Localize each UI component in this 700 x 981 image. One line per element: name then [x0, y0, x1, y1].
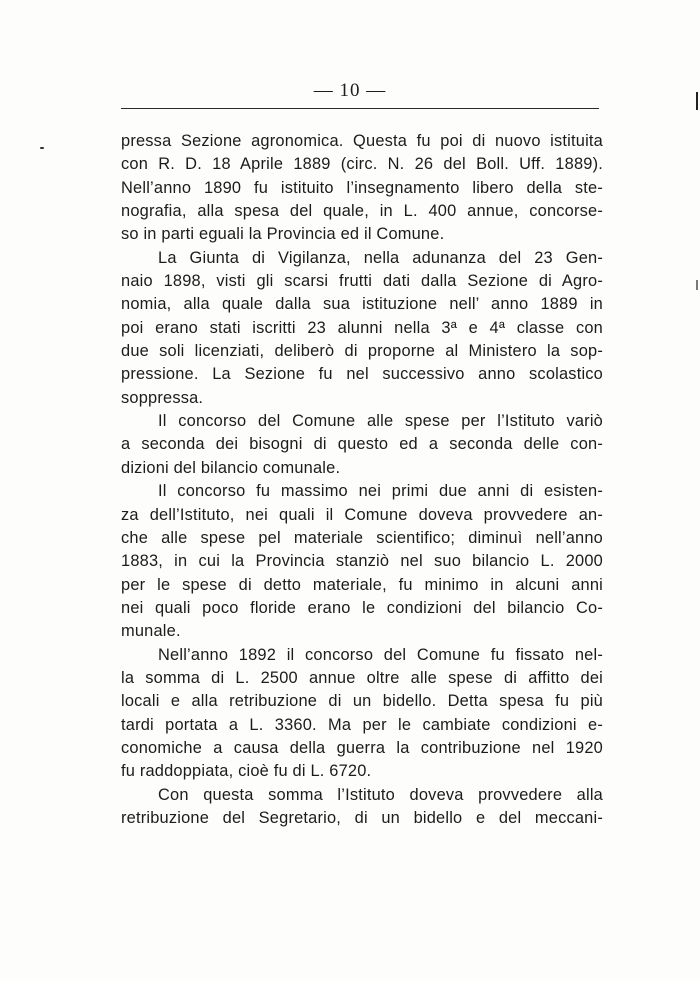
text-line: tardi portata a L. 3360. Ma per le cambiate condizioni e- — [121, 715, 603, 734]
text-line: Nell’anno 1890 fu istituito l’insegnamento libero della ste- — [121, 178, 603, 197]
text-line: retribuzione del Segretario, di un bidello e del meccani- — [121, 808, 603, 827]
text-line: za dell’Istituto, nei quali il Comune doveva provvedere an- — [121, 505, 603, 524]
text-line: fu raddoppiata, cioè fu di L. 6720. — [121, 762, 372, 781]
scan-edge-mark — [696, 92, 698, 110]
text-line: Con questa somma l’Istituto doveva provvedere alla — [158, 785, 603, 804]
text-line: dizioni del bilancio comunale. — [121, 458, 341, 477]
text-line: per le spese di detto materiale, fu minimo in alcuni anni — [121, 575, 603, 594]
text-line: con R. D. 18 Aprile 1889 (circ. N. 26 del Boll. Uff. 1889). — [121, 155, 603, 174]
text-line: pressione. La Sezione fu nel successivo anno scolastico — [121, 365, 603, 384]
text-line: che alle spese pel materiale scientifico; diminuì nell’anno — [121, 528, 603, 547]
text-line: poi erano stati iscritti 23 alunni nella 3ª e 4ª classe con — [121, 318, 603, 337]
text-line: 1883, in cui la Provincia stanziò nel suo bilancio L. 2000 — [121, 552, 603, 571]
header-rule — [121, 108, 599, 109]
text-line: nografia, alla spesa del quale, in L. 400 annue, concorse- — [121, 202, 603, 221]
text-line: locali e alla retribuzione di un bidello. Detta spesa fu più — [121, 692, 603, 711]
page-number: — 10 — — [313, 80, 387, 101]
text-line: conomiche a causa della guerra la contribuzione nel 1920 — [121, 738, 603, 757]
scan-speck — [40, 147, 44, 149]
text-line: Il concorso fu massimo nei primi due anni di esisten- — [158, 482, 603, 501]
body-text — [121, 130, 603, 830]
text-line: Nell’anno 1892 il concorso del Comune fu fissato nel- — [158, 645, 603, 664]
text-line: la somma di L. 2500 annue oltre alle spese di affitto dei — [121, 668, 603, 687]
text-line: soppressa. — [121, 388, 204, 407]
scan-edge-mark — [696, 280, 698, 290]
text-line: nomia, alla quale dalla sua istituzione nell’ anno 1889 in — [121, 295, 603, 314]
text-line: so in parti eguali la Provincia ed il Comune. — [121, 225, 445, 244]
text-line: naio 1898, visti gli scarsi frutti dati dalla Sezione di Agro- — [121, 272, 603, 291]
text-line: a seconda dei bisogni di questo ed a seconda delle con- — [121, 435, 603, 454]
text-line: nei quali poco floride erano le condizioni del bilancio Co- — [121, 598, 603, 617]
text-line: Il concorso del Comune alle spese per l’Istituto variò — [158, 412, 603, 431]
text-line: due soli licenziati, deliberò di proporne al Ministero la sop- — [121, 342, 603, 361]
text-line: munale. — [121, 622, 181, 641]
text-line: pressa Sezione agronomica. Questa fu poi di nuovo istituita — [121, 132, 603, 150]
text-line: La Giunta di Vigilanza, nella adunanza del 23 Gen- — [158, 248, 603, 267]
